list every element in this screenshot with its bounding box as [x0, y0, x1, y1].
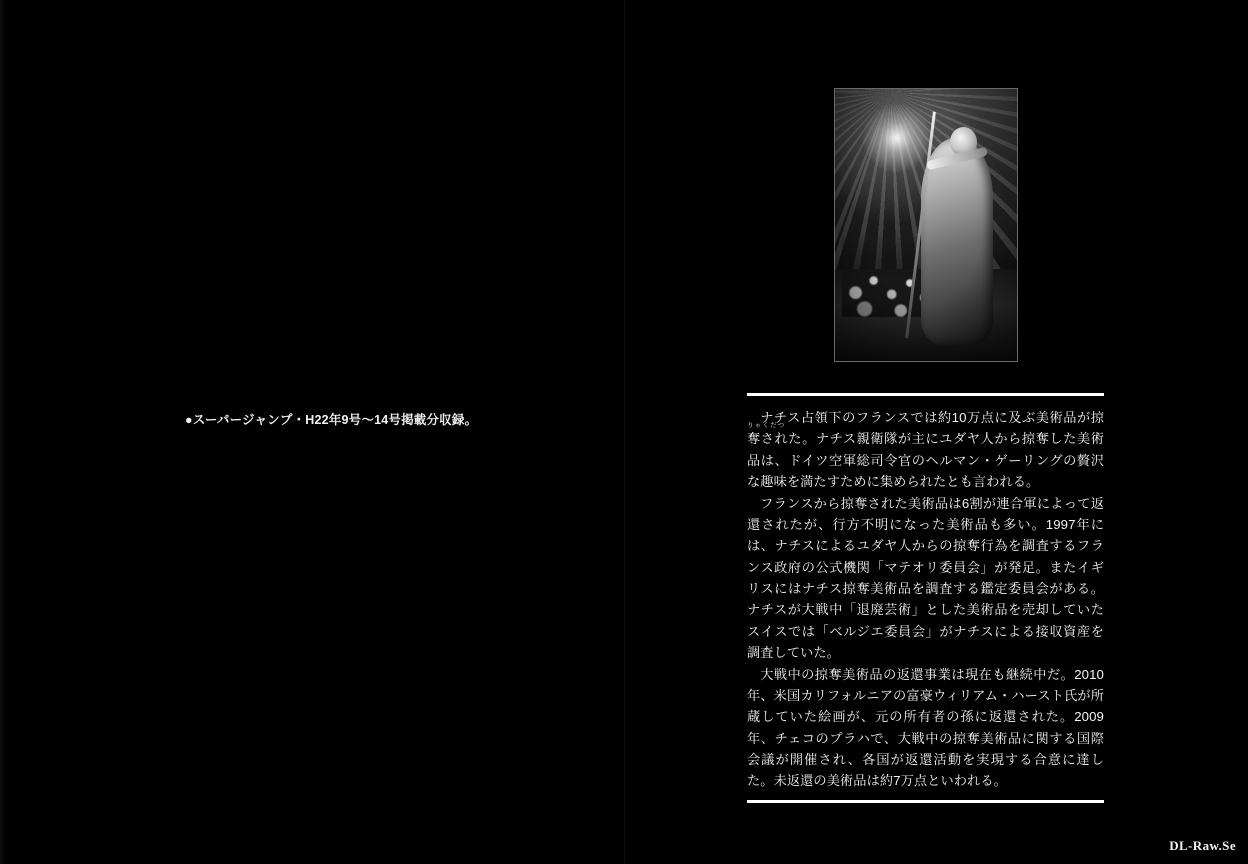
- rule-bottom-divider: [747, 800, 1104, 803]
- illustration-vignette: [835, 89, 1017, 361]
- article-paragraph-3: 大戦中の掠奪美術品の返還事業は現在も継続中だ。2010年、米国カリフォルニアの富豪ウィリアム・ハースト氏が所蔵していた絵画が、元の所有者の孫に返還された。2009年、チェコのプラハで、大戦中の掠奪美術品に関する国際会議が開催され、各国が返還活動を実現する合意に達した。未返還の美術品は約7万点といわれる。: [747, 666, 1104, 789]
- article-body: [747, 407, 1104, 792]
- article-paragraph-1: ナチス占領下のフランスでは約10万点に及ぶ美術品が掠奪された。ナチス親衛隊が主にユダヤ人から掠奪した美術品は、ドイツ空軍総司令官のヘルマン・ゲーリングの贅沢な趣味を満たすために集められたとも言われる。: [747, 410, 1104, 490]
- site-watermark: DL-Raw.Se: [1169, 838, 1236, 853]
- article-paragraph-2: フランスから掠奪された美術品は6割が連合軍によって返還されたが、行方不明になった美術品も多い。1997年には、ナチスによるユダヤ人からの掠奪行為を調査するフランス政府の公式機関「マテオリ委員会」が発足。またイギリスにはナチス掠奪美術品を調査する鑑定委員会がある。ナチスが大戦中「退廃芸術」とした美術品を売却していたスイスでは「ベルジエ委員会」がナチスによる接収資産を調査していた。: [747, 495, 1104, 661]
- rule-top-divider: [747, 393, 1104, 396]
- ruby-annotation: りゃくだつ: [747, 422, 786, 429]
- serialization-credit-line: ●スーパージャンプ・H22年9号〜14号掲載分収録。: [185, 413, 478, 427]
- article-textblock: [747, 393, 1104, 803]
- right-page: [624, 0, 1248, 864]
- illustration-panel: [834, 88, 1018, 362]
